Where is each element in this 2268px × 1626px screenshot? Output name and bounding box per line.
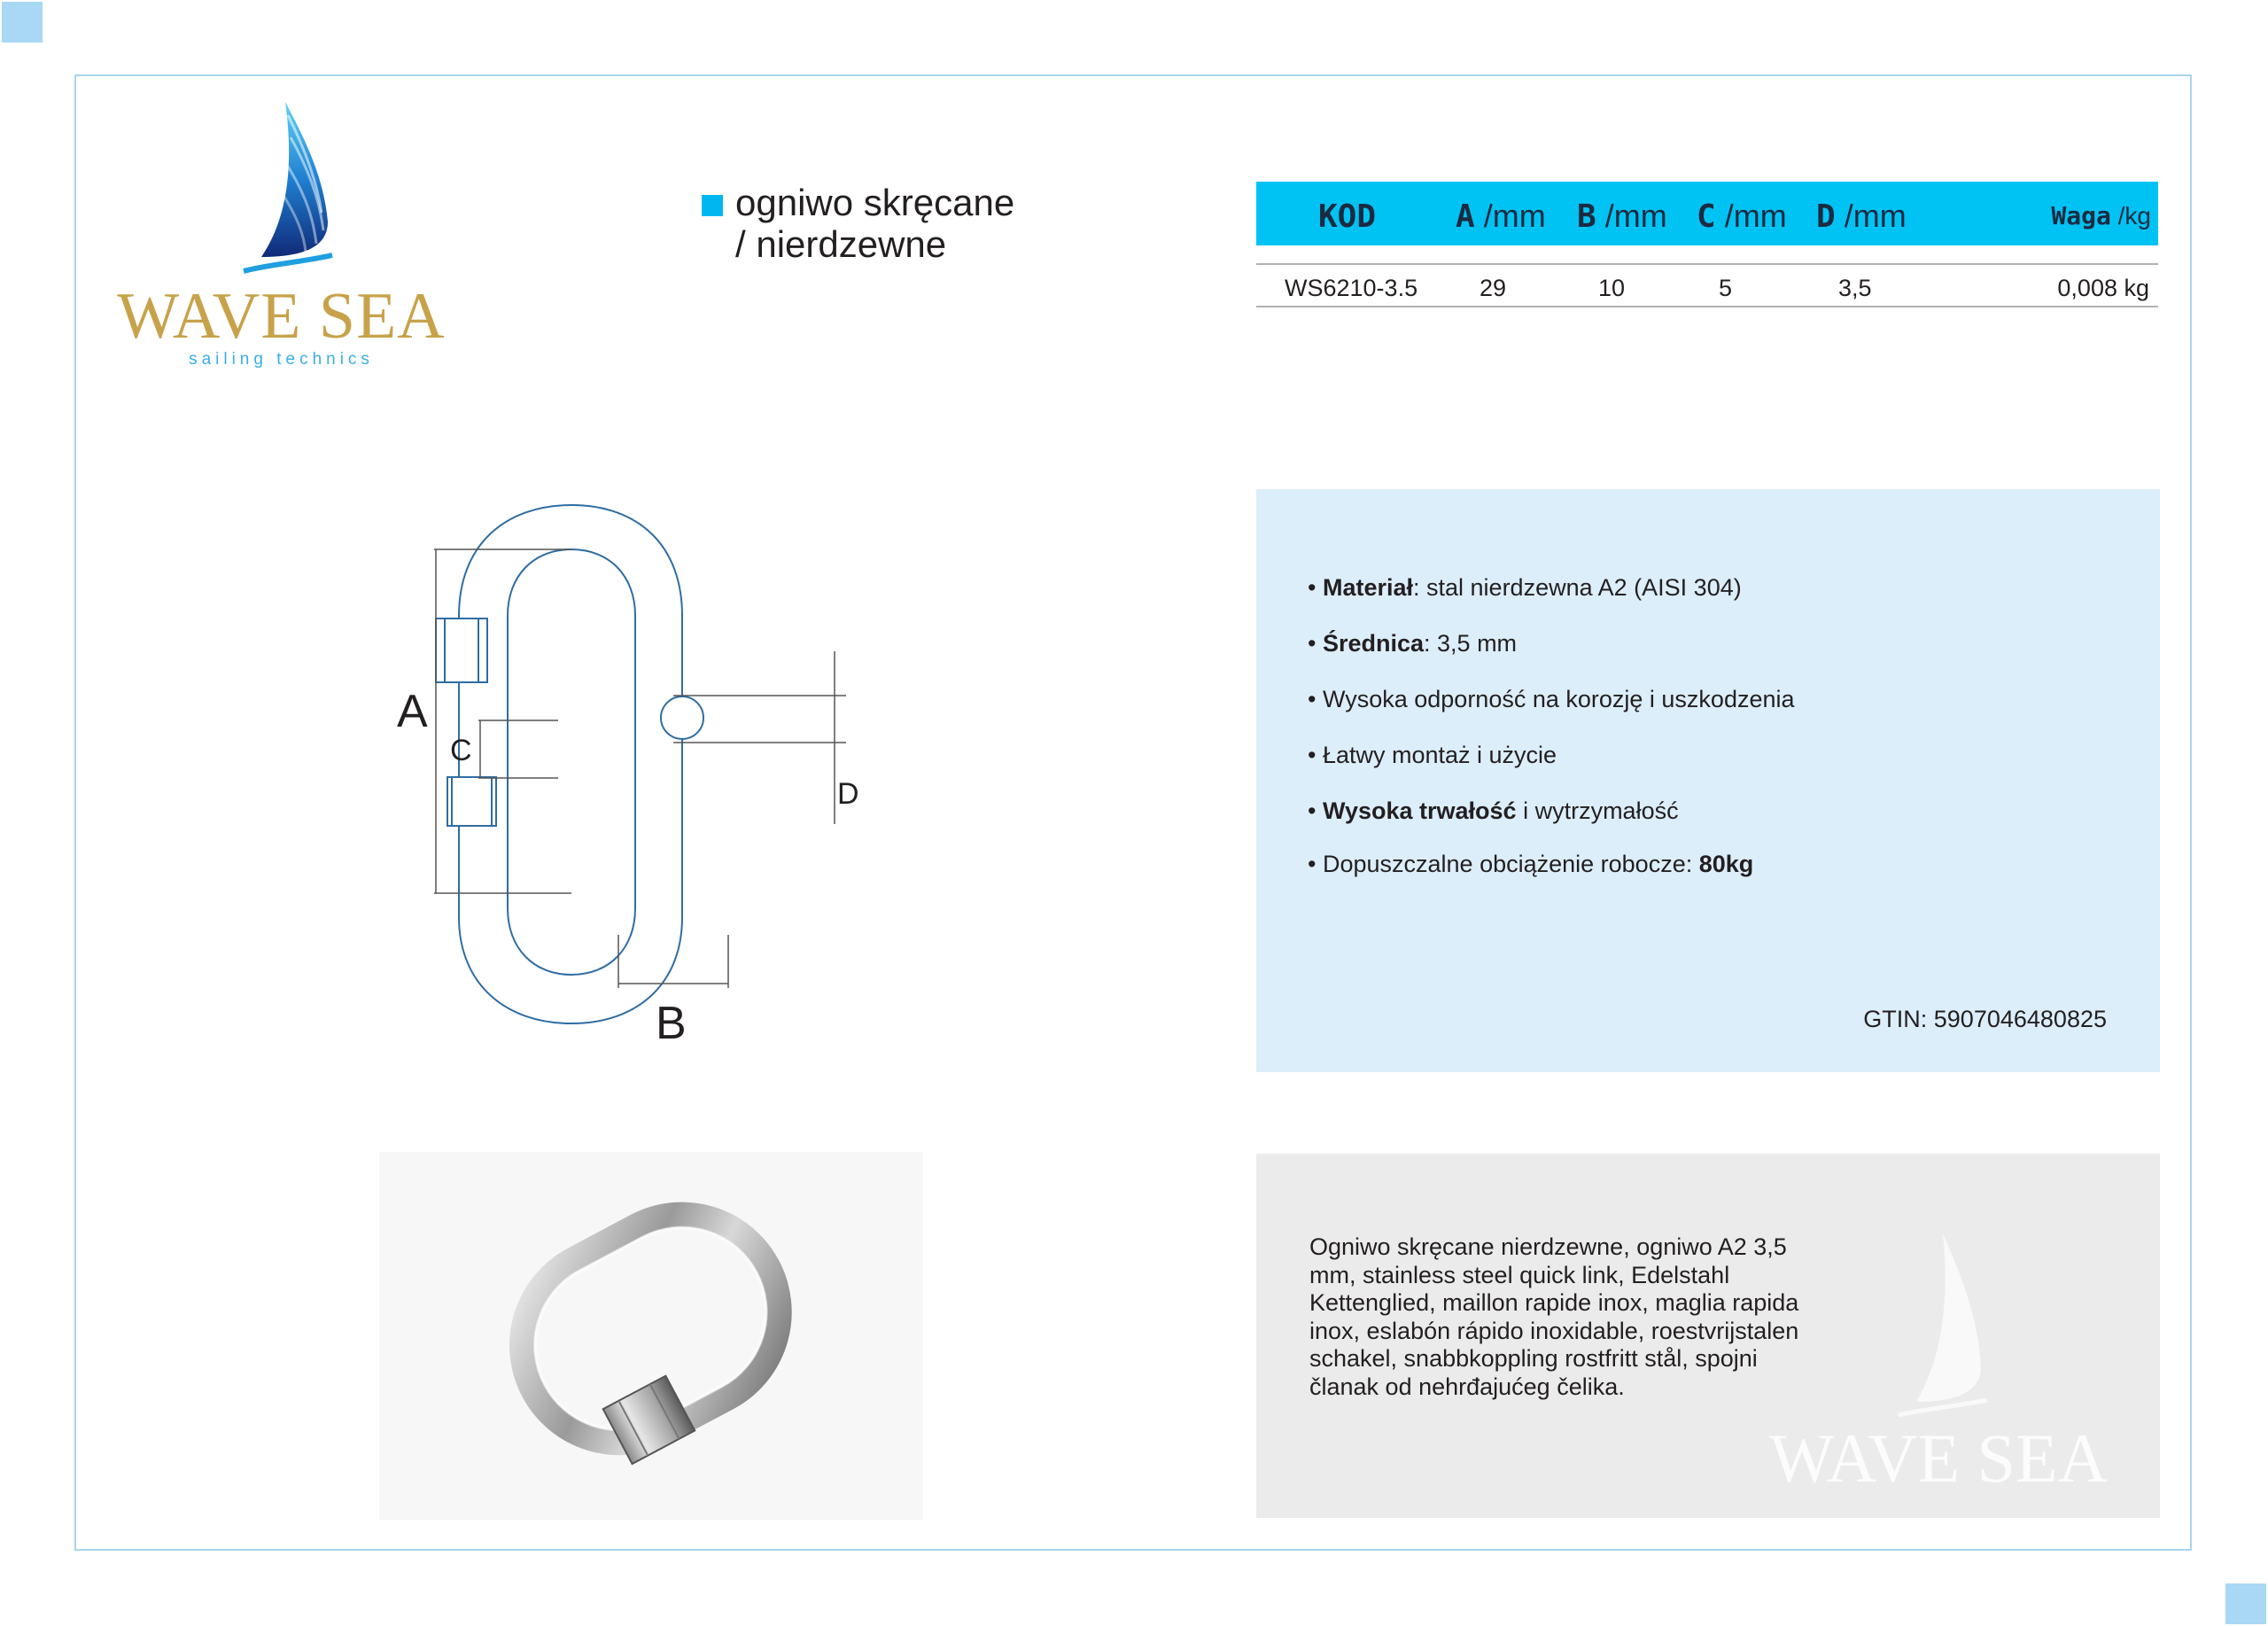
feature-item: • Materiał: stal nierdzewna A2 (AISI 304) xyxy=(1308,574,1742,601)
dim-label-b: B xyxy=(656,998,687,1049)
spec-table-header xyxy=(1256,182,2158,245)
product-description: Ogniwo skręcane nierdzewne, ogniwo A2 3,5 mm, stainless steel quick link, Edelstahl Kettenglied, maillon rapide inox, maglia rapida inox, eslabón rápido inoxidable, roestvrijstalen schakel, snabbkoppling rostfritt stål, spojni članak od nehrđajućeg čelika. xyxy=(1309,1233,1799,1400)
dim-label-d: D xyxy=(837,777,859,811)
sail-icon xyxy=(111,97,465,284)
feature-item: • Wysoka odporność na korozję i uszkodzenia xyxy=(1308,686,1795,712)
title-bullet-square xyxy=(702,195,723,216)
brand-wordmark: WAVE SEA xyxy=(117,280,446,353)
cell-code: WS6210-3.5 xyxy=(1285,275,1418,301)
watermark-wordmark: WAVE SEA xyxy=(1768,1420,2109,1497)
cell-d: 3,5 xyxy=(1838,275,1872,301)
brand-logo xyxy=(111,97,465,381)
quick-link-photo xyxy=(379,1152,923,1520)
feature-item: • Średnica: 3,5 mm xyxy=(1308,630,1518,657)
cell-a: 29 xyxy=(1480,275,1507,301)
corner-marker-bottom-right xyxy=(2225,1583,2266,1624)
dim-label-a: A xyxy=(397,686,428,737)
cell-c: 5 xyxy=(1719,275,1733,301)
header-b: B /mm xyxy=(1577,198,1667,235)
header-kod: KOD xyxy=(1318,198,1377,235)
header-d: D /mm xyxy=(1816,198,1907,235)
cell-weight: 0,008 kg xyxy=(2057,275,2149,301)
gtin-code: GTIN: 5907046480825 xyxy=(1863,1006,2107,1032)
header-c: C /mm xyxy=(1697,198,1787,235)
product-title-line1: ogniwo skręcane xyxy=(735,182,1015,223)
header-waga: Waga /kg xyxy=(2051,201,2151,230)
description-box xyxy=(1256,1154,2160,1518)
brand-watermark xyxy=(1752,1225,2124,1508)
feature-item: • Łatwy montaż i użycie xyxy=(1308,742,1557,768)
corner-marker-top-left xyxy=(2,2,43,43)
cell-b: 10 xyxy=(1598,275,1626,301)
dimension-diagram xyxy=(381,492,877,1059)
product-title-line2: / nierdzewne xyxy=(735,223,947,265)
table-divider-bottom xyxy=(1256,306,2158,307)
features-box xyxy=(1256,489,2160,1072)
product-photo xyxy=(379,1152,923,1520)
feature-item: • Wysoka trwałość i wytrzymałość xyxy=(1308,797,1679,824)
brand-tagline: sailing technics xyxy=(189,350,374,369)
feature-item: • Dopuszczalne obciążenie robocze: 80kg xyxy=(1308,851,1754,877)
dim-label-c: C xyxy=(450,734,472,767)
table-divider-top xyxy=(1256,263,2158,265)
header-a: A /mm xyxy=(1456,198,1546,235)
